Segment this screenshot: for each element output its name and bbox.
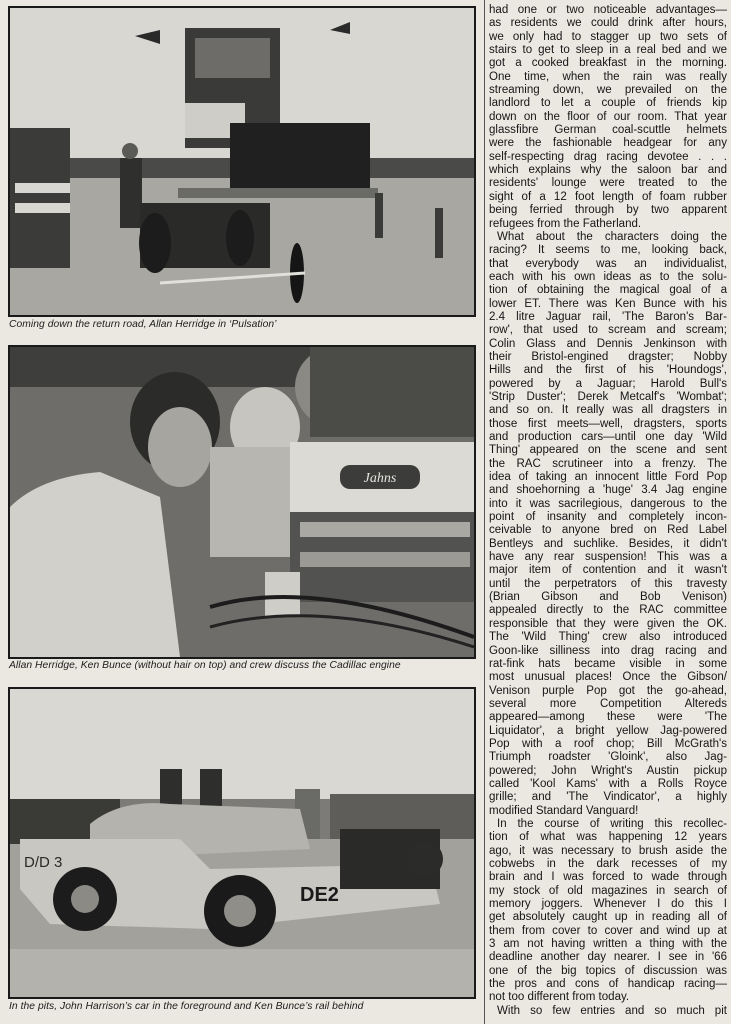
text-line: and so on. It really was all dragsters in	[489, 404, 727, 417]
column-divider	[484, 0, 485, 1024]
text-line: landlord to let a couple of friends kip	[489, 97, 727, 110]
text-line: grille; and 'The Vindicator', a highly	[489, 791, 727, 804]
text-line: With so few entries and so much pit	[497, 1004, 727, 1017]
text-line: that everybody was an individualist,	[489, 257, 727, 270]
text-line: each with his own ideas as to the solu-	[489, 270, 727, 283]
text-line: Pop with a roof chop; Bill McGrath's	[489, 737, 727, 750]
text-line: and shoehorning a 'huge' 3.4 Jag engine	[489, 484, 727, 497]
text-line: rat-fink hats became visible in some	[489, 657, 727, 670]
text-line: What about the characters doing the	[497, 230, 727, 243]
text-line: One time, when the rain was really	[489, 70, 727, 83]
text-line: Colin Glass and Dennis Jenkinson with	[489, 337, 727, 350]
photo-caption: In the pits, John Harrison’s car in the foreground and Ken Bunce’s rail behind	[9, 1001, 364, 1012]
text-line: Venison purple Pop got the go-ahead,	[489, 684, 727, 697]
text-line: my stock of old magazines in search of	[489, 884, 727, 897]
text-line: Liquidator', a bright yellow Jag-powered	[489, 724, 727, 737]
photo-engine-crew	[8, 345, 476, 659]
text-line: modified Standard Vanguard!	[489, 804, 639, 817]
text-line: had one or two noticeable advantages—	[489, 4, 727, 16]
text-line: powered by a Jaguar; Harold Bull's	[489, 377, 727, 390]
text-line: the RAC scrutineer into a frenzy. The	[489, 457, 727, 470]
text-line: appealed directly to the RAC committee	[489, 604, 727, 617]
text-line: ceivable to anyone bred on Red Label	[489, 524, 727, 537]
text-line: not too different from today.	[489, 991, 630, 1004]
article-paragraph	[489, 818, 727, 1005]
article-paragraph	[489, 4, 727, 231]
text-line: Bentleys and suchlike. Besides, it didn't	[489, 537, 727, 550]
text-line: 'Strip Duster'; Derek Metcalf's 'Wombat';	[489, 390, 727, 403]
photo-pits	[8, 687, 476, 999]
text-line: get absolutely caught up in reading all of	[489, 911, 727, 924]
text-line: called 'Kool Kams' with a Rolls Royce	[489, 777, 727, 790]
text-line: those first meets—well, dragsters, sports	[489, 417, 727, 430]
text-line: ago, it was necessary to brush aside the	[489, 844, 727, 857]
photo-caption: Allan Herridge, Ken Bunce (without hair on top) and crew discuss the Cadillac engine	[9, 660, 401, 671]
text-line: powered; John Wright's Austin pickup	[489, 764, 727, 777]
text-line: tion of obtaining the magical goal of a	[489, 284, 727, 297]
text-line: Triumph roadster 'Gloink', also Jag-	[489, 751, 727, 764]
text-line: point of insanity and completely incon-	[489, 511, 727, 524]
article-paragraph	[489, 1005, 727, 1018]
text-line: memory joggers. Whenever I do this I	[489, 898, 727, 911]
text-line: idea of taking an innocent little Ford Pop	[489, 471, 727, 484]
text-line: down on the floor of our room. That year	[489, 110, 727, 123]
article-paragraph	[489, 231, 727, 818]
text-line: 2.4 litre Jaguar rail, 'The Baron's Bar-	[489, 310, 727, 323]
text-line: (Brian Gibson and Bob Venison)	[489, 591, 727, 604]
text-line: glassfibre German coal-scuttle helmets	[489, 124, 727, 137]
text-line: as residents we could drink after hours,	[489, 17, 727, 30]
text-line: which explains why the saloon bar and	[489, 164, 727, 177]
text-line: stairs to get to sleep in a real bed and we	[489, 44, 727, 57]
article-text-column	[489, 4, 727, 1018]
text-line: until the perpetrators of this travesty	[489, 577, 727, 590]
photo-caption: Coming down the return road, Allan Herridge in ‘Pulsation’	[9, 319, 277, 330]
text-line: row', that used to scream and scream;	[489, 324, 727, 337]
text-line: their Bristol-engined dragster; Nobby	[489, 350, 727, 363]
text-line: residents' lounge were treated to the	[489, 177, 727, 190]
text-line: and production cars—until one day 'Wild	[489, 431, 727, 443]
text-line: them from cover to cover and wind up at	[489, 924, 727, 937]
text-line: being ferried through by two apparent	[489, 204, 727, 217]
text-line: major item of contention and it wasn't	[489, 564, 727, 577]
text-line: refugees from the Fatherland.	[489, 217, 642, 230]
text-line: sight of a 12 foot length of foam rubber	[489, 190, 727, 203]
text-line: were the fashionable headgear for any	[489, 137, 727, 150]
text-line: into it was sacrilegious, dangerous to the	[489, 497, 727, 510]
photo-return-road	[8, 6, 476, 317]
text-line: have any rear suspension! This was a	[489, 551, 727, 564]
text-line: racing? It seems to me, looking back,	[489, 244, 727, 257]
text-line: 3 am not having written a thing with the	[489, 938, 727, 951]
text-line: lower ET. There was Ken Bunce with his	[489, 297, 727, 310]
text-line: several more Competition Altereds	[489, 697, 727, 710]
text-line: appeared—among these were 'The	[489, 711, 727, 724]
car-plate-right: DE2	[300, 884, 339, 906]
text-line: Hills and the first of his 'Houndogs',	[489, 364, 727, 377]
text-line: In the course of writing this recollec-	[497, 817, 727, 830]
text-line: streaming down, we prevailed on the	[489, 84, 727, 97]
text-line: deadline another day nearer. I see in '66	[489, 951, 727, 964]
text-line: brain and I was forced to wade through	[489, 871, 727, 884]
text-line: tion of what was happening 12 years	[489, 831, 727, 844]
text-line: Thing' appeared on the scene and sent	[489, 444, 727, 457]
car-plate-left: D/D 3	[24, 854, 63, 871]
text-line: one of the big topics of discussion was	[489, 964, 727, 977]
text-line: cobwebs in the dark recesses of my	[489, 858, 727, 870]
text-line: we only had to stagger up two sets of	[489, 30, 727, 43]
text-line: the pros and cons of handicap racing—	[489, 978, 727, 991]
engine-badge-text: Jahns	[363, 471, 397, 486]
text-line: The 'Wild Thing' crew also introduced	[489, 631, 727, 644]
text-line: responsible that they were given the OK.	[489, 617, 727, 630]
text-line: got a cooked breakfast in the morning.	[489, 57, 727, 70]
text-line: most unusual places! Once the Gibson/	[489, 671, 727, 684]
text-line: self-respecting drag racing devotee . . .	[489, 150, 727, 163]
text-line: Goon-like silliness into drag racing and	[489, 644, 727, 657]
